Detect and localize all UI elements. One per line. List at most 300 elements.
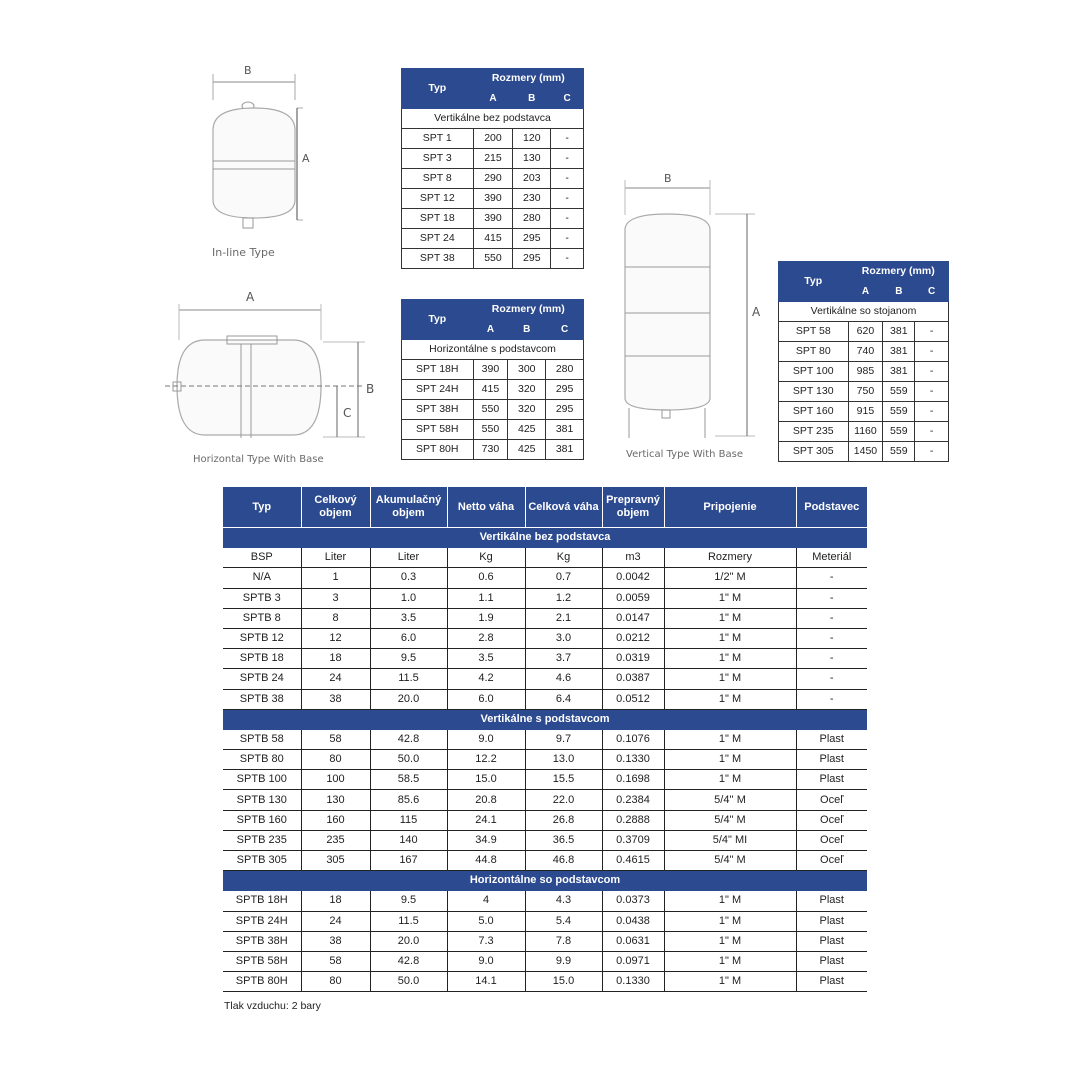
table-cell: 295 bbox=[546, 380, 584, 400]
table-cell: Plast bbox=[796, 931, 867, 951]
vertical-dim-a-label: A bbox=[752, 305, 761, 319]
table-cell: 320 bbox=[508, 380, 546, 400]
vertical-caption: Vertical Type With Base bbox=[626, 449, 743, 460]
table-cell: 36.5 bbox=[525, 830, 602, 850]
horizontal-dim-b-label: B bbox=[366, 382, 375, 396]
table-cell: 415 bbox=[473, 380, 508, 400]
unit-liter: Liter bbox=[301, 548, 370, 568]
table-cell: 58.5 bbox=[370, 770, 447, 790]
table3-row bbox=[779, 402, 949, 422]
table-cell: SPTB 130 bbox=[223, 790, 301, 810]
table-cell: - bbox=[915, 322, 949, 342]
table-cell: - bbox=[796, 588, 867, 608]
table-cell: 0.0387 bbox=[602, 669, 664, 689]
unit-kg: Kg bbox=[447, 548, 525, 568]
main-header-pripojenie: Pripojenie bbox=[664, 487, 796, 528]
table-cell: 4 bbox=[447, 891, 525, 911]
table1-section: Vertikálne bez podstavca bbox=[402, 109, 584, 129]
table-cell: - bbox=[551, 169, 584, 189]
table-cell: Plast bbox=[796, 729, 867, 749]
horizontal-caption: Horizontal Type With Base bbox=[193, 454, 324, 465]
table-cell: 0.6 bbox=[447, 568, 525, 588]
table-cell: 280 bbox=[513, 209, 551, 229]
table-cell: - bbox=[551, 249, 584, 269]
main-row-horizontal-base bbox=[223, 951, 867, 971]
table-cell: 1.0 bbox=[370, 588, 447, 608]
table-cell: 550 bbox=[473, 420, 508, 440]
inline-caption: In-line Type bbox=[212, 246, 275, 259]
table3-col-b: B bbox=[883, 282, 915, 302]
table-cell: SPTB 100 bbox=[223, 770, 301, 790]
table-cell: 44.8 bbox=[447, 851, 525, 871]
table-cell: SPT 58H bbox=[402, 420, 474, 440]
table-cell: SPT 58 bbox=[779, 322, 849, 342]
table-cell: - bbox=[915, 442, 949, 462]
main-header-podstavec: Podstavec bbox=[796, 487, 867, 528]
table-cell: 0.3 bbox=[370, 568, 447, 588]
table1-row bbox=[402, 169, 584, 189]
table-cell: 26.8 bbox=[525, 810, 602, 830]
table-cell: SPTB 305 bbox=[223, 851, 301, 871]
table-cell: 381 bbox=[883, 342, 915, 362]
table-cell: - bbox=[796, 689, 867, 709]
table-cell: 295 bbox=[513, 249, 551, 269]
table-cell: - bbox=[915, 422, 949, 442]
table-cell: 0.0319 bbox=[602, 649, 664, 669]
table-cell: - bbox=[796, 669, 867, 689]
table2-row bbox=[402, 400, 584, 420]
table-cell: 38 bbox=[301, 689, 370, 709]
table-cell: 42.8 bbox=[370, 729, 447, 749]
horizontal-dim-a-label: A bbox=[246, 290, 255, 304]
table-cell: 3 bbox=[301, 588, 370, 608]
main-row-horizontal-base bbox=[223, 931, 867, 951]
main-section-horizontal-base: Horizontálne so podstavcom bbox=[223, 871, 867, 891]
table-cell: SPTB 58 bbox=[223, 729, 301, 749]
table-cell: 34.9 bbox=[447, 830, 525, 850]
table-cell: 6.4 bbox=[525, 689, 602, 709]
table-cell: 390 bbox=[473, 189, 513, 209]
table-cell: 58 bbox=[301, 951, 370, 971]
table-cell: 0.2888 bbox=[602, 810, 664, 830]
table-cell: Oceľ bbox=[796, 810, 867, 830]
main-row-horizontal-base bbox=[223, 911, 867, 931]
table-cell: 4.6 bbox=[525, 669, 602, 689]
table2-row bbox=[402, 440, 584, 460]
table-cell: SPTB 3 bbox=[223, 588, 301, 608]
table-cell: 750 bbox=[848, 382, 883, 402]
table-cell: 18 bbox=[301, 649, 370, 669]
table-cell: SPTB 38 bbox=[223, 689, 301, 709]
table-cell: 0.0212 bbox=[602, 628, 664, 648]
table-cell: 9.5 bbox=[370, 891, 447, 911]
table-cell: 85.6 bbox=[370, 790, 447, 810]
table-cell: 13.0 bbox=[525, 750, 602, 770]
table-cell: 1" M bbox=[664, 669, 796, 689]
table1-row bbox=[402, 149, 584, 169]
table-cell: 0.4615 bbox=[602, 851, 664, 871]
table-cell: 559 bbox=[883, 442, 915, 462]
table-cell: 115 bbox=[370, 810, 447, 830]
table3-row bbox=[779, 382, 949, 402]
table-cell: 295 bbox=[546, 400, 584, 420]
table2-col-a: A bbox=[473, 320, 508, 340]
table-cell: 0.1076 bbox=[602, 729, 664, 749]
table-cell: - bbox=[551, 149, 584, 169]
main-row-vertical-no-base bbox=[223, 608, 867, 628]
table-cell: SPTB 24H bbox=[223, 911, 301, 931]
table-cell: 559 bbox=[883, 422, 915, 442]
table-cell: 12.2 bbox=[447, 750, 525, 770]
table-cell: 7.3 bbox=[447, 931, 525, 951]
table-cell: SPT 8 bbox=[402, 169, 474, 189]
table-cell: 6.0 bbox=[447, 689, 525, 709]
table2-col-b: B bbox=[508, 320, 546, 340]
table3-row bbox=[779, 422, 949, 442]
table-cell: 1.2 bbox=[525, 588, 602, 608]
table-cell: - bbox=[551, 229, 584, 249]
table-cell: 620 bbox=[848, 322, 883, 342]
table-cell: SPT 3 bbox=[402, 149, 474, 169]
table-cell: 381 bbox=[883, 362, 915, 382]
table-cell: SPTB 18H bbox=[223, 891, 301, 911]
table-cell: N/A bbox=[223, 568, 301, 588]
table-cell: 295 bbox=[513, 229, 551, 249]
main-row-vertical-base bbox=[223, 729, 867, 749]
unit-liter-2: Liter bbox=[370, 548, 447, 568]
table1-row bbox=[402, 229, 584, 249]
table-cell: 7.8 bbox=[525, 931, 602, 951]
table-cell: SPTB 58H bbox=[223, 951, 301, 971]
table-cell: 12 bbox=[301, 628, 370, 648]
table1-row bbox=[402, 209, 584, 229]
table-cell: SPT 38H bbox=[402, 400, 474, 420]
table-cell: 390 bbox=[473, 360, 508, 380]
table-cell: 0.3709 bbox=[602, 830, 664, 850]
inline-dim-a-label: A bbox=[302, 152, 310, 165]
main-row-vertical-base bbox=[223, 770, 867, 790]
table-cell: 167 bbox=[370, 851, 447, 871]
table-cell: 80 bbox=[301, 972, 370, 992]
product-specs-table bbox=[223, 487, 867, 992]
table-cell: 730 bbox=[473, 440, 508, 460]
table-cell: Plast bbox=[796, 750, 867, 770]
table1-header-dims: Rozmery (mm) bbox=[473, 69, 583, 89]
table3-section: Vertikálne so stojanom bbox=[779, 302, 949, 322]
table-cell: SPT 24 bbox=[402, 229, 474, 249]
table-cell: 5/4" MI bbox=[664, 830, 796, 850]
vertical-tank-diagram bbox=[615, 170, 775, 445]
table-cell: 0.0631 bbox=[602, 931, 664, 951]
table-cell: SPT 80 bbox=[779, 342, 849, 362]
table-cell: 15.0 bbox=[447, 770, 525, 790]
table-cell: 235 bbox=[301, 830, 370, 850]
table-cell: - bbox=[796, 608, 867, 628]
table2-header-dims: Rozmery (mm) bbox=[473, 300, 583, 320]
main-row-vertical-base bbox=[223, 790, 867, 810]
table-cell: 3.0 bbox=[525, 628, 602, 648]
table3-header-dims: Rozmery (mm) bbox=[848, 262, 949, 282]
table-cell: SPT 100 bbox=[779, 362, 849, 382]
table-cell: SPTB 18 bbox=[223, 649, 301, 669]
table-cell: Plast bbox=[796, 951, 867, 971]
table-cell: 50.0 bbox=[370, 750, 447, 770]
table-cell: 6.0 bbox=[370, 628, 447, 648]
table-cell: 9.0 bbox=[447, 729, 525, 749]
unit-rozmery: Rozmery bbox=[664, 548, 796, 568]
table-cell: 46.8 bbox=[525, 851, 602, 871]
table-cell: 80 bbox=[301, 750, 370, 770]
main-header-celkova-vaha: Celková váha bbox=[525, 487, 602, 528]
table-cell: 1" M bbox=[664, 608, 796, 628]
main-row-vertical-no-base bbox=[223, 669, 867, 689]
table-cell: 11.5 bbox=[370, 911, 447, 931]
table-cell: 300 bbox=[508, 360, 546, 380]
table-cell: SPT 18H bbox=[402, 360, 474, 380]
table-cell: 0.0042 bbox=[602, 568, 664, 588]
table-cell: 740 bbox=[848, 342, 883, 362]
table2-col-c: C bbox=[546, 320, 584, 340]
inline-dim-b-label: B bbox=[244, 64, 252, 77]
table-cell: SPTB 38H bbox=[223, 931, 301, 951]
table-cell: SPTB 160 bbox=[223, 810, 301, 830]
table-cell: 1/2" M bbox=[664, 568, 796, 588]
table-cell: 4.3 bbox=[525, 891, 602, 911]
table-cell: Oceľ bbox=[796, 830, 867, 850]
vertical-dim-b-label: B bbox=[664, 172, 672, 185]
table-cell: - bbox=[915, 382, 949, 402]
table3-header-typ: Typ bbox=[779, 262, 849, 302]
table-cell: 381 bbox=[883, 322, 915, 342]
table-cell: 9.9 bbox=[525, 951, 602, 971]
table-cell: SPT 235 bbox=[779, 422, 849, 442]
main-row-vertical-no-base bbox=[223, 649, 867, 669]
table1-col-b: B bbox=[513, 89, 551, 109]
table-cell: 14.1 bbox=[447, 972, 525, 992]
main-section-vertical-base: Vertikálne s podstavcom bbox=[223, 709, 867, 729]
table-cell: 20.8 bbox=[447, 790, 525, 810]
table2-row bbox=[402, 380, 584, 400]
table-cell: 5.4 bbox=[525, 911, 602, 931]
main-header-typ: Typ bbox=[223, 487, 301, 528]
table-cell: 0.2384 bbox=[602, 790, 664, 810]
table-cell: 22.0 bbox=[525, 790, 602, 810]
table-cell: 1" M bbox=[664, 972, 796, 992]
table-cell: 9.7 bbox=[525, 729, 602, 749]
table-cell: 15.0 bbox=[525, 972, 602, 992]
table-cell: 2.8 bbox=[447, 628, 525, 648]
table1-row bbox=[402, 249, 584, 269]
table-cell: 4.2 bbox=[447, 669, 525, 689]
table-cell: 24 bbox=[301, 669, 370, 689]
table-cell: 38 bbox=[301, 931, 370, 951]
table-cell: 0.0373 bbox=[602, 891, 664, 911]
table-cell: SPTB 8 bbox=[223, 608, 301, 628]
table1-col-a: A bbox=[473, 89, 513, 109]
table-cell: 1160 bbox=[848, 422, 883, 442]
table2-header-typ: Typ bbox=[402, 300, 474, 340]
table-cell: 130 bbox=[301, 790, 370, 810]
table-cell: 200 bbox=[473, 129, 513, 149]
main-row-vertical-no-base bbox=[223, 689, 867, 709]
table-cell: Oceľ bbox=[796, 790, 867, 810]
table-cell: 8 bbox=[301, 608, 370, 628]
table-cell: 0.1698 bbox=[602, 770, 664, 790]
table2-row bbox=[402, 420, 584, 440]
main-row-vertical-no-base bbox=[223, 628, 867, 648]
table-cell: SPT 1 bbox=[402, 129, 474, 149]
table-cell: Plast bbox=[796, 972, 867, 992]
table-cell: Plast bbox=[796, 911, 867, 931]
table-cell: SPTB 235 bbox=[223, 830, 301, 850]
table-cell: 2.1 bbox=[525, 608, 602, 628]
table-cell: SPT 130 bbox=[779, 382, 849, 402]
main-section-vertical-no-base: Vertikálne bez podstavca bbox=[223, 528, 867, 548]
table1-header-typ: Typ bbox=[402, 69, 474, 109]
table-cell: - bbox=[551, 209, 584, 229]
main-header-celkovy-objem: Celkový objem bbox=[301, 487, 370, 528]
table-cell: 1" M bbox=[664, 588, 796, 608]
table-cell: - bbox=[796, 568, 867, 588]
table-cell: 1" M bbox=[664, 689, 796, 709]
table-cell: 1" M bbox=[664, 891, 796, 911]
table3-col-a: A bbox=[848, 282, 883, 302]
table-cell: Plast bbox=[796, 770, 867, 790]
dimensions-table-vertical-no-base bbox=[401, 68, 584, 269]
table-cell: 203 bbox=[513, 169, 551, 189]
table-cell: 0.0059 bbox=[602, 588, 664, 608]
table-cell: 11.5 bbox=[370, 669, 447, 689]
table-cell: 381 bbox=[546, 440, 584, 460]
table-cell: 425 bbox=[508, 440, 546, 460]
table3-row bbox=[779, 442, 949, 462]
unit-material: Meteriál bbox=[796, 548, 867, 568]
table-cell: 559 bbox=[883, 402, 915, 422]
table-cell: 390 bbox=[473, 209, 513, 229]
dimensions-table-vertical-stand bbox=[778, 261, 949, 462]
table-cell: SPTB 12 bbox=[223, 628, 301, 648]
main-row-vertical-base bbox=[223, 750, 867, 770]
table-cell: 320 bbox=[508, 400, 546, 420]
dimensions-table-horizontal-base bbox=[401, 299, 584, 460]
table-cell: 280 bbox=[546, 360, 584, 380]
table-cell: 1 bbox=[301, 568, 370, 588]
table-cell: SPT 160 bbox=[779, 402, 849, 422]
table1-row bbox=[402, 129, 584, 149]
table-cell: 0.7 bbox=[525, 568, 602, 588]
table-cell: 559 bbox=[883, 382, 915, 402]
table-cell: 1" M bbox=[664, 649, 796, 669]
table-cell: - bbox=[796, 628, 867, 648]
main-row-horizontal-base bbox=[223, 972, 867, 992]
table1-row bbox=[402, 189, 584, 209]
table-cell: 5.0 bbox=[447, 911, 525, 931]
table-cell: 24 bbox=[301, 911, 370, 931]
table-cell: 0.1330 bbox=[602, 972, 664, 992]
main-header-netto-vaha: Netto váha bbox=[447, 487, 525, 528]
table-cell: - bbox=[551, 129, 584, 149]
table-cell: 1.9 bbox=[447, 608, 525, 628]
table-cell: 160 bbox=[301, 810, 370, 830]
main-header-prepravny-objem: Prepravný objem bbox=[602, 487, 664, 528]
table-cell: 415 bbox=[473, 229, 513, 249]
table-cell: 9.5 bbox=[370, 649, 447, 669]
table-cell: 100 bbox=[301, 770, 370, 790]
table2-row bbox=[402, 360, 584, 380]
main-row-vertical-no-base bbox=[223, 588, 867, 608]
table-cell: 1" M bbox=[664, 628, 796, 648]
table-cell: - bbox=[915, 362, 949, 382]
table-cell: SPT 24H bbox=[402, 380, 474, 400]
table-cell: SPT 305 bbox=[779, 442, 849, 462]
table-cell: 18 bbox=[301, 891, 370, 911]
table-cell: 24.1 bbox=[447, 810, 525, 830]
unit-m3: m3 bbox=[602, 548, 664, 568]
table-cell: 305 bbox=[301, 851, 370, 871]
table-cell: 0.0147 bbox=[602, 608, 664, 628]
table-cell: 120 bbox=[513, 129, 551, 149]
table1-col-c: C bbox=[551, 89, 584, 109]
table-cell: 3.5 bbox=[447, 649, 525, 669]
main-row-horizontal-base bbox=[223, 891, 867, 911]
table-cell: 130 bbox=[513, 149, 551, 169]
table-cell: 50.0 bbox=[370, 972, 447, 992]
table-cell: 550 bbox=[473, 400, 508, 420]
unit-bsp: BSP bbox=[223, 548, 301, 568]
table-cell: 20.0 bbox=[370, 931, 447, 951]
table-cell: 58 bbox=[301, 729, 370, 749]
table3-row bbox=[779, 322, 949, 342]
table-cell: 290 bbox=[473, 169, 513, 189]
table3-col-c: C bbox=[915, 282, 949, 302]
table-cell: 550 bbox=[473, 249, 513, 269]
table-cell: 1450 bbox=[848, 442, 883, 462]
table-cell: SPTB 80H bbox=[223, 972, 301, 992]
table-cell: - bbox=[551, 189, 584, 209]
table2-section: Horizontálne s podstavcom bbox=[402, 340, 584, 360]
table-cell: SPT 12 bbox=[402, 189, 474, 209]
table-cell: 985 bbox=[848, 362, 883, 382]
table-cell: 5/4" M bbox=[664, 810, 796, 830]
table-cell: SPT 80H bbox=[402, 440, 474, 460]
table-cell: 1" M bbox=[664, 750, 796, 770]
table-cell: Plast bbox=[796, 891, 867, 911]
main-row-vertical-base bbox=[223, 810, 867, 830]
table-cell: 1" M bbox=[664, 729, 796, 749]
footnote-air-pressure: Tlak vzduchu: 2 bary bbox=[224, 1000, 321, 1012]
table-cell: 5/4'' M bbox=[664, 790, 796, 810]
inline-tank-diagram bbox=[195, 60, 335, 265]
table-cell: SPT 18 bbox=[402, 209, 474, 229]
table-cell: 9.0 bbox=[447, 951, 525, 971]
table-cell: 0.1330 bbox=[602, 750, 664, 770]
table-cell: SPTB 80 bbox=[223, 750, 301, 770]
table3-row bbox=[779, 362, 949, 382]
table-cell: 425 bbox=[508, 420, 546, 440]
main-row-vertical-no-base bbox=[223, 568, 867, 588]
table-cell: - bbox=[915, 342, 949, 362]
table-cell: 3.5 bbox=[370, 608, 447, 628]
table-cell: 5/4" M bbox=[664, 851, 796, 871]
table-cell: 0.0512 bbox=[602, 689, 664, 709]
table-cell: Oceľ bbox=[796, 851, 867, 871]
table-cell: 3.7 bbox=[525, 649, 602, 669]
horizontal-tank-diagram bbox=[165, 290, 380, 450]
table-cell: 1" M bbox=[664, 911, 796, 931]
table-cell: 0.0438 bbox=[602, 911, 664, 931]
table-cell: 1" M bbox=[664, 951, 796, 971]
table-cell: 140 bbox=[370, 830, 447, 850]
